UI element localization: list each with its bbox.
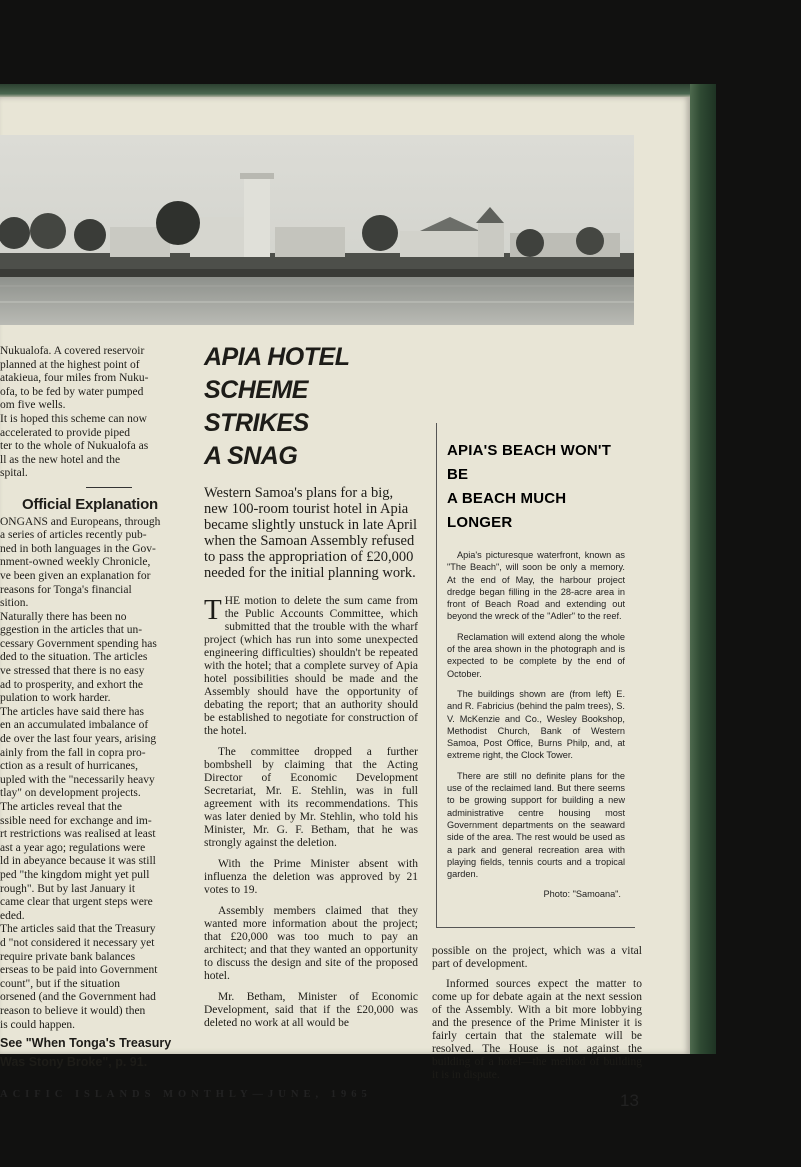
text-line: a series of articles recently pub- xyxy=(0,529,147,542)
text-line: ve been given an explanation for xyxy=(0,569,151,582)
article-paragraph: Assembly members claimed that they wanted more information about the project; that £20,000 was too much to pay an architect; and that they wanted an opportunity to discuss the design and site of the proposed hotel. xyxy=(204,905,418,982)
cross-reference-line-2: Was Stony Broke", p. 91. xyxy=(0,1055,148,1070)
text-line: accelerated to provide piped xyxy=(0,426,130,439)
sidebar-headline xyxy=(447,439,635,535)
sidebar-body xyxy=(437,549,635,901)
text-line: ofa, to be fed by water pumped xyxy=(0,385,144,398)
text-line: tlay" on development projects. xyxy=(0,787,141,800)
text-line: nment-owned weekly Chronicle, xyxy=(0,556,151,569)
text-line: came clear that urgent steps were xyxy=(0,896,153,909)
left-column xyxy=(0,345,192,1070)
text-line: eded. xyxy=(0,909,25,922)
text-line: Nukualofa. A covered reservoir xyxy=(0,345,145,357)
text-line: The articles said that the Treasury xyxy=(0,923,156,936)
text-line: ggestion in the articles that un- xyxy=(0,624,143,637)
text-line: Naturally there has been no xyxy=(0,610,127,623)
text-line: pulation to work harder. xyxy=(0,692,111,705)
text-line: ONGANS and Europeans, through xyxy=(0,515,161,528)
photo-caption-box xyxy=(436,423,635,928)
binding-top-edge xyxy=(0,84,716,98)
text-line: ainly from the fall in copra pro- xyxy=(0,746,146,759)
text-line: erseas to be paid into Government xyxy=(0,964,158,977)
text-line: ned in both languages in the Gov- xyxy=(0,542,156,555)
text-line: require private bank balances xyxy=(0,950,136,963)
article-body xyxy=(204,595,418,1030)
text-line: ld in abeyance because it was still xyxy=(0,855,156,868)
text-line: ad to prosperity, and exhort the xyxy=(0,678,143,691)
text-line: de over the last four years, arising xyxy=(0,733,157,746)
text-line: atakieua, four miles from Nuku- xyxy=(0,372,149,385)
text-line: sition. xyxy=(0,597,29,610)
running-footer: ACIFIC ISLANDS MONTHLY—JUNE, 1965 xyxy=(0,1089,372,1100)
text-line: reason to believe it would) then xyxy=(0,1004,146,1017)
left-column-lines-a xyxy=(0,345,192,481)
book-binding xyxy=(690,84,716,1054)
sidebar-paragraph: Apia's picturesque waterfront, known as "The Beach", will soon be only a memory. At the end of May, the harbour project dredge began filling in the 28-acre area in front of Beach Road and extending out beyond the wreck of the "Adler" to the reef. xyxy=(447,550,625,622)
text-line: ast a year ago; regulations were xyxy=(0,841,146,854)
text-line: reasons for Tonga's financial xyxy=(0,583,132,596)
waterfront-photo-image xyxy=(0,135,634,325)
sidebar-paragraph: The buildings shown are (from left) E. and R. Fabricius (behind the palm trees), S. V. McKenzie and Co., Wesley Bookshop, Methodist Church, Bank of Western Samoa, Post Office, Burns Philp, and, at extreme right, the Clock Tower. xyxy=(447,688,625,761)
article-paragraph: The committee dropped a further bombshell by claiming that the Acting Director of Economic Development Secretariat, Mr. E. Stehlin, was in full agreement with its recommendations. This was later denied by Mr. Stehlin, who told his Minister, Mr. G. F. Betham, that he was strongly against the deletion. xyxy=(204,746,418,849)
sidebar-paragraph: Reclamation will extend along the whole of the area shown in the photograph and is expected to be complete by the end of October. xyxy=(447,631,625,679)
article-headline xyxy=(204,341,418,473)
text-line: rough". But by last January it xyxy=(0,882,136,895)
text-line: ssible need for exchange and im- xyxy=(0,814,152,827)
section-heading: Official Explanation xyxy=(22,495,159,513)
text-line: It is hoped this scheme can now xyxy=(0,412,147,425)
drop-cap: T xyxy=(204,594,222,626)
text-line: ction as a result of hurricanes, xyxy=(0,760,138,773)
article-paragraph: Mr. Betham, Minister of Economic Development, said that if the £20,000 was deleted no work at all would be xyxy=(204,991,418,1029)
page-number: 13 xyxy=(620,1091,639,1110)
article-column xyxy=(204,341,418,1038)
text-line: is could happen. xyxy=(0,1018,76,1031)
section-divider xyxy=(86,487,132,488)
magazine-page xyxy=(0,97,690,1110)
headline-line: APIA HOTEL xyxy=(204,343,350,371)
text-line: spital. xyxy=(0,467,28,480)
text-line: d "not considered it necessary yet xyxy=(0,936,155,949)
text-line: orsened (and the Government had xyxy=(0,991,156,1004)
headline-line: SCHEME STRIKES xyxy=(204,376,309,437)
text-line: cessary Government spending has xyxy=(0,637,157,650)
text-line: ve stressed that there is no easy xyxy=(0,665,145,678)
article-paragraph xyxy=(204,595,418,738)
text-line: om five wells. xyxy=(0,399,66,412)
text-line: upled with the "necessarily heavy xyxy=(0,773,155,786)
text-line: planned at the highest point of xyxy=(0,358,140,371)
left-column-lines-b xyxy=(0,516,192,1033)
text-line: count", but if the situation xyxy=(0,977,120,990)
article-continuation xyxy=(432,945,642,1089)
text-line: ded to the situation. The articles xyxy=(0,651,148,664)
text-line: en an accumulated imbalance of xyxy=(0,719,149,732)
headline-line: A BEACH MUCH LONGER xyxy=(447,490,567,531)
headline-line: A SNAG xyxy=(204,442,298,470)
cross-reference-line-1: See "When Tonga's Treasury xyxy=(0,1036,172,1051)
photo-credit: Photo: "Samoana". xyxy=(543,889,621,900)
article-standfirst: Western Samoa's plans for a big, new 100-room tourist hotel in Apia became slightly unstuck in late April when the Samoan Assembly refused to pass the appropriation of £20,000 needed for the initial planning work. xyxy=(204,485,418,581)
article-paragraph: Informed sources expect the matter to come up for debate again at the next session of the Assembly. With a bit more lobbying and the presence of the Prime Minister it is fairly certain that the stalemate will be resolved. The House is not against the building of a hotel—the method of building it is in dispute. xyxy=(432,978,642,1081)
sidebar-paragraph: There are still no definite plans for the use of the reclaimed land. But there seems to be growing support for building a new administrative centre housing most Government departments on the seaward side of the area. The rest would be used as a park and general recreation area with playing fields, tennis courts and a tropical garden. xyxy=(447,770,625,880)
text-line: ll as the new hotel and the xyxy=(0,453,121,466)
paragraph-text: HE motion to delete the sum came from the Public Accounts Committee, which submitted that the trouble with the wharf project (which has run into some unexpected engineering difficulties) shouldn't be repeated with the hotel; that a complete survey of Apia hotel possibilities should be made and the Assembly should have the opportunity of debating the report; that an authority should be established to negotiate for construction of the hotel. xyxy=(204,595,418,737)
waterfront-photo xyxy=(0,135,634,325)
text-line: ter to the whole of Nukualofa as xyxy=(0,440,149,453)
text-line: ped "the kingdom might yet pull xyxy=(0,868,150,881)
headline-line: APIA'S BEACH WON'T BE xyxy=(447,442,612,483)
text-line: The articles reveal that the xyxy=(0,801,122,813)
article-paragraph: With the Prime Minister absent with influenza the deletion was approved by 21 votes to 19. xyxy=(204,858,418,896)
text-line: The articles have said there has xyxy=(0,705,145,718)
text-line: rt restrictions was realised at least xyxy=(0,828,156,841)
article-paragraph: possible on the project, which was a vital part of development. xyxy=(432,945,642,970)
